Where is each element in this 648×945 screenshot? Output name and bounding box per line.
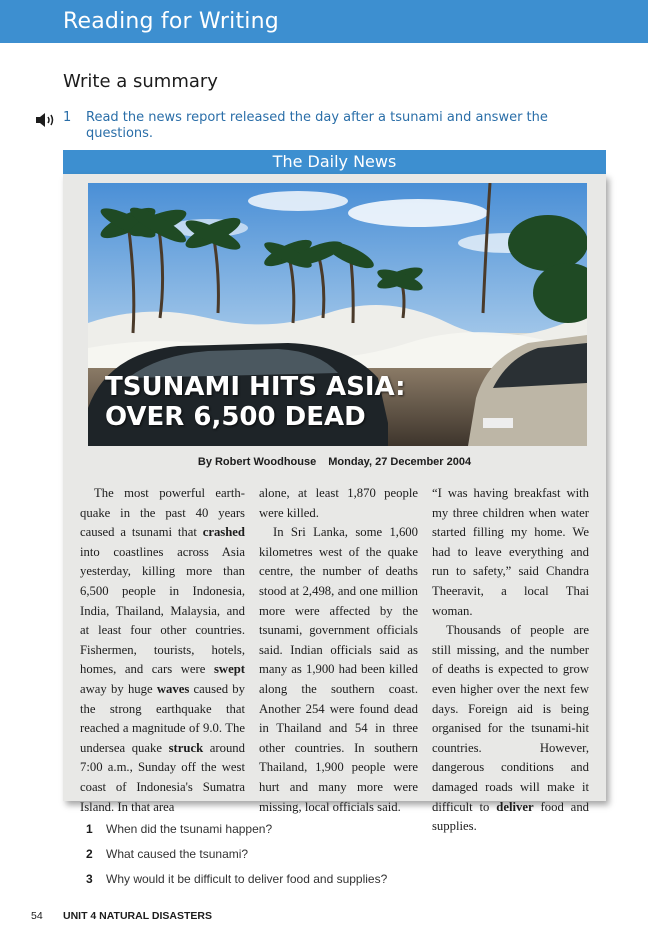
question-list <box>86 822 586 897</box>
article-column-1 <box>80 484 245 817</box>
question-number: 3 <box>86 872 93 886</box>
keyword-swept: swept <box>213 662 245 677</box>
article-paragraph: Thousands of people are still missing, and the number of deaths is expected to grow even higher over the next few days. Foreign aid is being organised for the tsunami-hit countries. However, dangerous conditions and damaged roads will make it difficult to deliver food and supplies. <box>432 623 590 834</box>
question-item <box>86 822 586 847</box>
byline-author: By Robert Woodhouse <box>197 456 317 468</box>
question-item <box>86 872 586 897</box>
keyword-struck: struck <box>168 740 204 755</box>
newspaper-name: The Daily News <box>272 152 397 171</box>
article-paragraph: In Sri Lanka, some 1,600 kilometres west of the quake centre, the number of deaths stood at 2,498, and one million more were affected by the tsunami, government officials said. Indian officials said as many as 1,900 had been killed along the southern coast. Another 254 were found dead in Thailand and 54 in three other countries. In southern Thailand, 1,900 people were hurt and many more were missing, local officials said. <box>259 525 418 814</box>
byline-date: Monday, 27 December 2004 <box>328 456 472 468</box>
question-number: 2 <box>86 847 93 861</box>
headline <box>105 372 435 432</box>
article-paragraph: alone, at least 1,870 people were killed. <box>259 486 418 520</box>
headline-line-2: OVER 6,500 DEAD <box>105 402 366 432</box>
question-number: 1 <box>86 822 93 836</box>
article-paragraph: The most powerful earth-quake in the past 40 years caused a tsunami that crashed into coastlines across Asia yesterday, killing more than 6,500 people in Indonesia, India, Thailand, Malaysia, and at least four other countries. Fishermen, tourists, hotels, homes, and cars were swept away by huge waves caused by the strong earthquake that reached a magnitude of 9.0. The undersea quake struck around 7:00 a.m., Sunday off the west coast of Indonesia's Sumatra Island. In that area <box>80 486 245 814</box>
question-text: What caused the tsunami? <box>106 847 249 861</box>
article-column-3 <box>432 484 589 837</box>
instruction <box>35 110 595 146</box>
article-column-2 <box>259 484 418 817</box>
instruction-text: Read the news report released the day after a tsunami and answer the questions. <box>86 110 548 141</box>
speaker-icon[interactable] <box>35 112 57 128</box>
header-bar <box>0 0 648 43</box>
keyword-crashed: crashed <box>202 525 245 540</box>
keyword-deliver: deliver <box>496 799 534 814</box>
headline-line-1: TSUNAMI HITS ASIA: <box>105 372 406 402</box>
section-title: Write a summary <box>63 71 218 92</box>
newspaper-masthead <box>63 150 606 174</box>
page-number: 54 <box>31 910 43 922</box>
question-text: When did the tsunami happen? <box>106 822 273 836</box>
question-text: Why would it be difficult to deliver food and supplies? <box>106 872 388 886</box>
question-item <box>86 847 586 872</box>
unit-label: UNIT 4 NATURAL DISASTERS <box>63 910 212 922</box>
article-paragraph: “I was having breakfast with my three children when water started filling my home. We had to leave everything and run to safety,” said Chandra Theeravit, a local Thai woman. <box>432 486 589 618</box>
keyword-waves: waves <box>156 681 190 696</box>
instruction-number: 1 <box>63 110 72 125</box>
page-footer <box>31 910 212 922</box>
header-title: Reading for Writing <box>63 9 279 34</box>
byline <box>63 456 606 468</box>
